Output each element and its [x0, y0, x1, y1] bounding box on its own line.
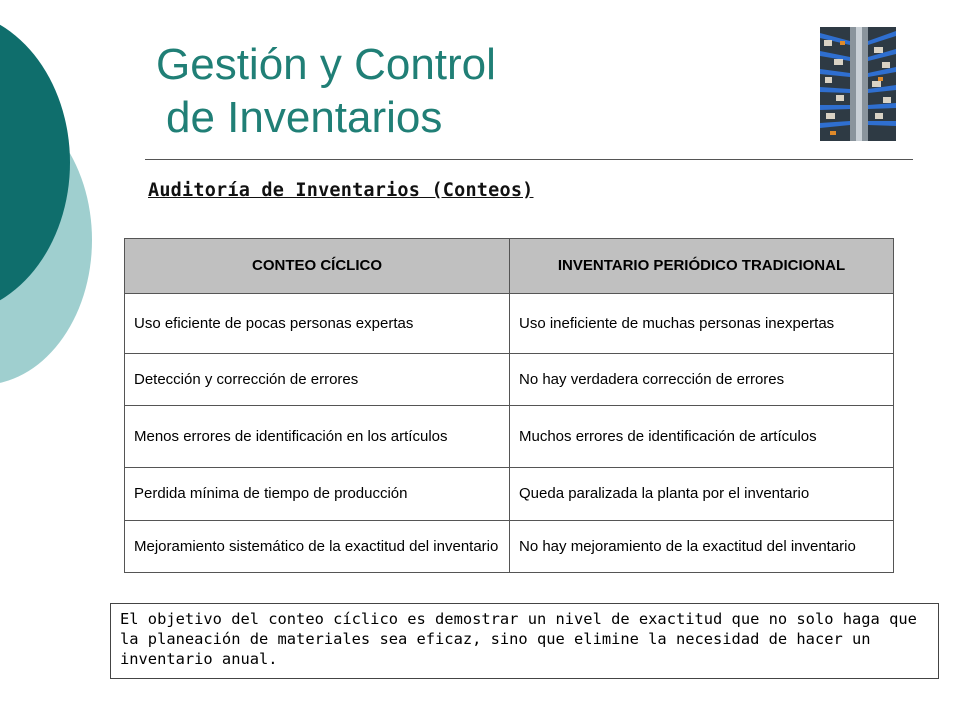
table-row [125, 521, 894, 573]
table-header-row [125, 239, 894, 294]
table-cell: No hay mejoramiento de la exactitud del inventario [510, 521, 894, 573]
table-row [125, 406, 894, 468]
table-cell: Uso ineficiente de muchas personas inexpertas [510, 294, 894, 354]
table-cell: Queda paralizada la planta por el inventario [510, 468, 894, 521]
title-divider [145, 159, 913, 160]
table-cell: Mejoramiento sistemático de la exactitud del inventario [125, 521, 510, 573]
table-row [125, 468, 894, 521]
table-cell: Perdida mínima de tiempo de producción [125, 468, 510, 521]
slide-title [156, 38, 496, 144]
warehouse-shelves-icon [820, 27, 896, 141]
title-line-2: de Inventarios [166, 93, 443, 142]
table-row [125, 354, 894, 406]
table-cell: Uso eficiente de pocas personas expertas [125, 294, 510, 354]
table-cell: No hay verdadera corrección de errores [510, 354, 894, 406]
header-periodic-inventory: INVENTARIO PERIÓDICO TRADICIONAL [510, 239, 894, 294]
table-row [125, 294, 894, 354]
section-subtitle: Auditoría de Inventarios (Conteos) [148, 180, 534, 201]
table-cell: Muchos errores de identificación de artículos [510, 406, 894, 468]
title-line-1: Gestión y Control [156, 40, 496, 89]
header-cyclic-count: CONTEO CÍCLICO [125, 239, 510, 294]
warehouse-shelves-photo [820, 27, 896, 141]
table-cell: Menos errores de identificación en los artículos [125, 406, 510, 468]
objective-note: El objetivo del conteo cíclico es demostrar un nivel de exactitud que no solo haga que la planeación de materiales sea eficaz, sino que elimine la necesidad de hacer un inventario anual. [110, 603, 939, 679]
table-cell: Detección y corrección de errores [125, 354, 510, 406]
comparison-table [124, 238, 894, 573]
